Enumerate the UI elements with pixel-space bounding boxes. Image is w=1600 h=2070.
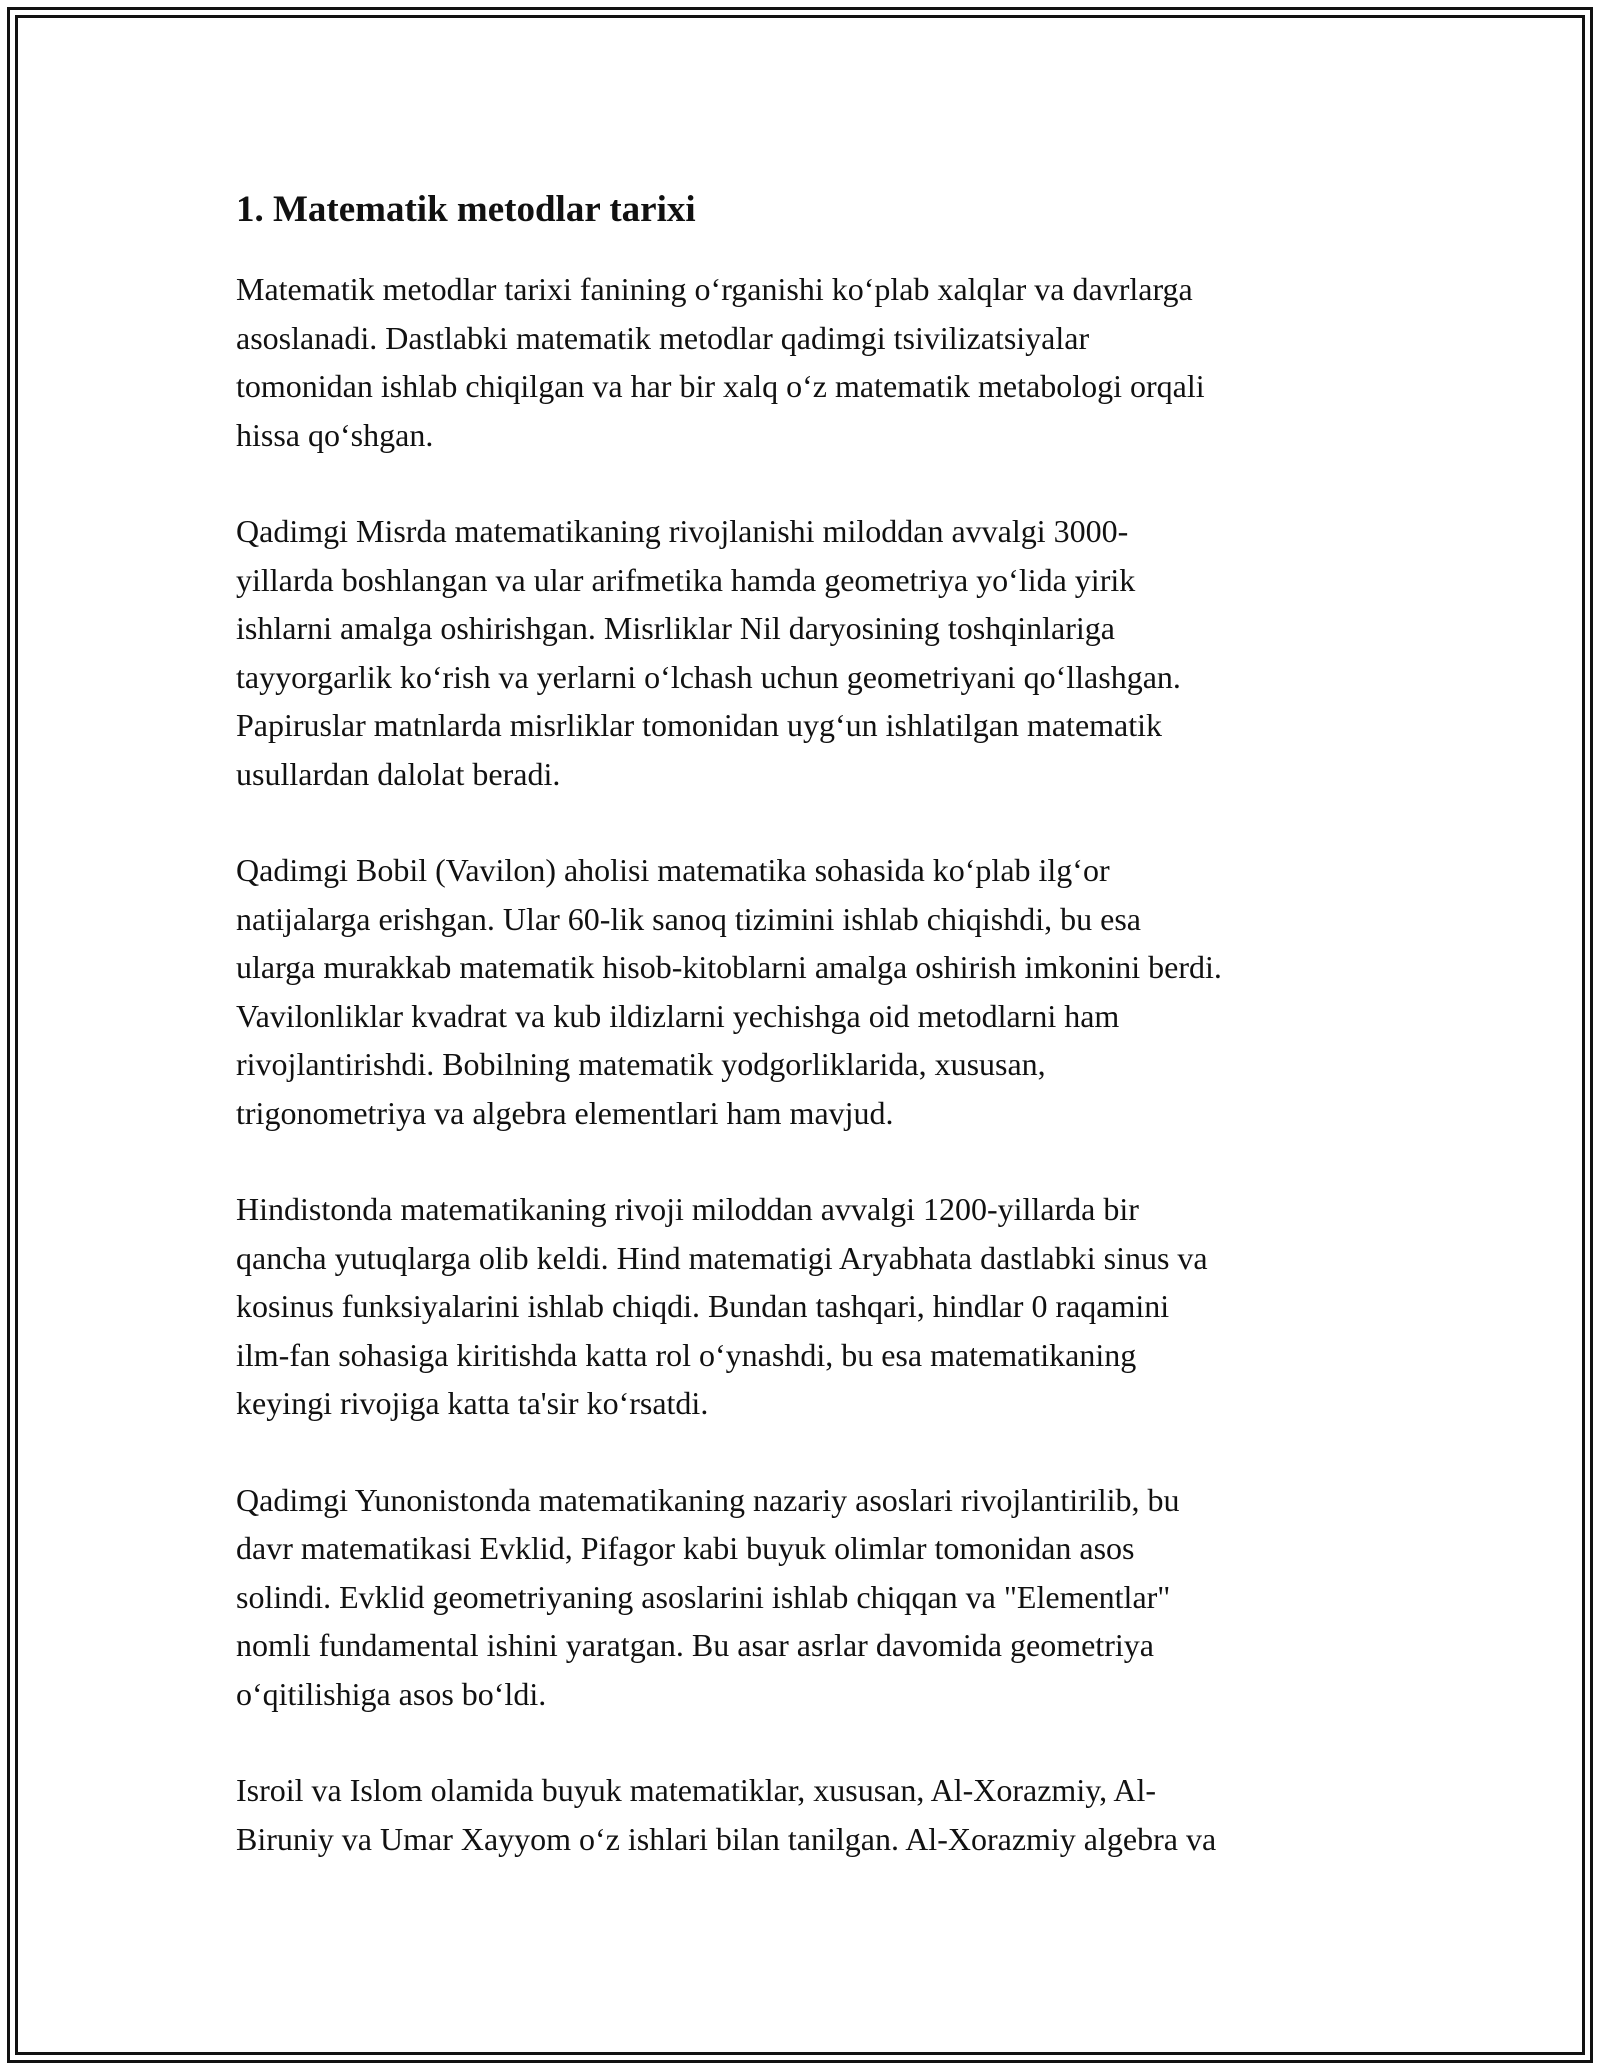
paragraph-india: Hindistonda matematikaning rivoji miloddan avvalgi 1200-yillarda bir qancha yutuqlarga olib keldi. Hind matematigi Aryabhata dastlabki sinus va kosinus funksiyalarini ishlab chiqdi. Bundan tashqari, hindlar 0 raqamini ilm-fan sohasiga kiritishda katta rol o‘ynashdi, bu esa matematikaning keyingi rivojiga katta ta'sir ko‘rsatdi. <box>236 1191 1208 1421</box>
paragraph-intro: Matematik metodlar tarixi fanining o‘rganishi ko‘plab xalqlar va davrlarga asoslanadi. Dastlabki matematik metodlar qadimgi tsivilizatsiyalar tomonidan ishlab chiqilgan va har bir xalq o‘z matematik metabologi orqali hissa qo‘shgan. <box>236 271 1205 453</box>
paragraph-babylon: Qadimgi Bobil (Vavilon) aholisi matematika sohasida ko‘plab ilg‘or natijalarga erishgan. Ular 60-lik sanoq tizimini ishlab chiqishdi, bu esa ularga murakkab matematik hisob-kitoblarni amalga oshirish imkonini berdi. Vavilonliklar kvadrat va kub ildizlarni yechishga oid metodlarni ham rivojlantirishdi. Bobilning matematik yodgorliklarida, xususan, trigonometriya va algebra elementlari ham mavjud. <box>236 852 1222 1131</box>
paragraph-egypt: Qadimgi Misrda matematikaning rivojlanishi miloddan avvalgi 3000- yillarda boshlangan va ular arifmetika hamda geometriya yo‘lida yirik ishlarni amalga oshirishgan. Misrliklar Nil daryosining toshqinlariga tayyorgarlik ko‘rish va yerlarni o‘lchash uchun geometriyani qo‘llashgan. Papiruslar matnlarda misrliklar tomonidan uyg‘un ishlatilgan matematik usullardan dalolat beradi. <box>236 513 1181 792</box>
paragraph-greece: Qadimgi Yunonistonda matematikaning nazariy asoslari rivojlantirilib, bu davr matematikasi Evklid, Pifagor kabi buyuk olimlar tomonidan asos solindi. Evklid geometriyaning asoslarini ishlab chiqqan va "Elementlar" nomli fundamental ishini yaratgan. Bu asar asrlar davomida geometriya o‘qitilishiga asos bo‘ldi. <box>236 1481 1180 1712</box>
document-content <box>236 186 1386 1911</box>
paragraph-islamic-world: Isroil va Islom olamida buyuk matematiklar, xususan, Al-Xorazmiy, Al- Biruniy va Umar Xayyom o‘z ishlari bilan tanilgan. Al-Xorazmiy algebra va <box>236 1772 1217 1857</box>
section-heading: 1. Matematik metodlar tarixi <box>236 189 696 230</box>
